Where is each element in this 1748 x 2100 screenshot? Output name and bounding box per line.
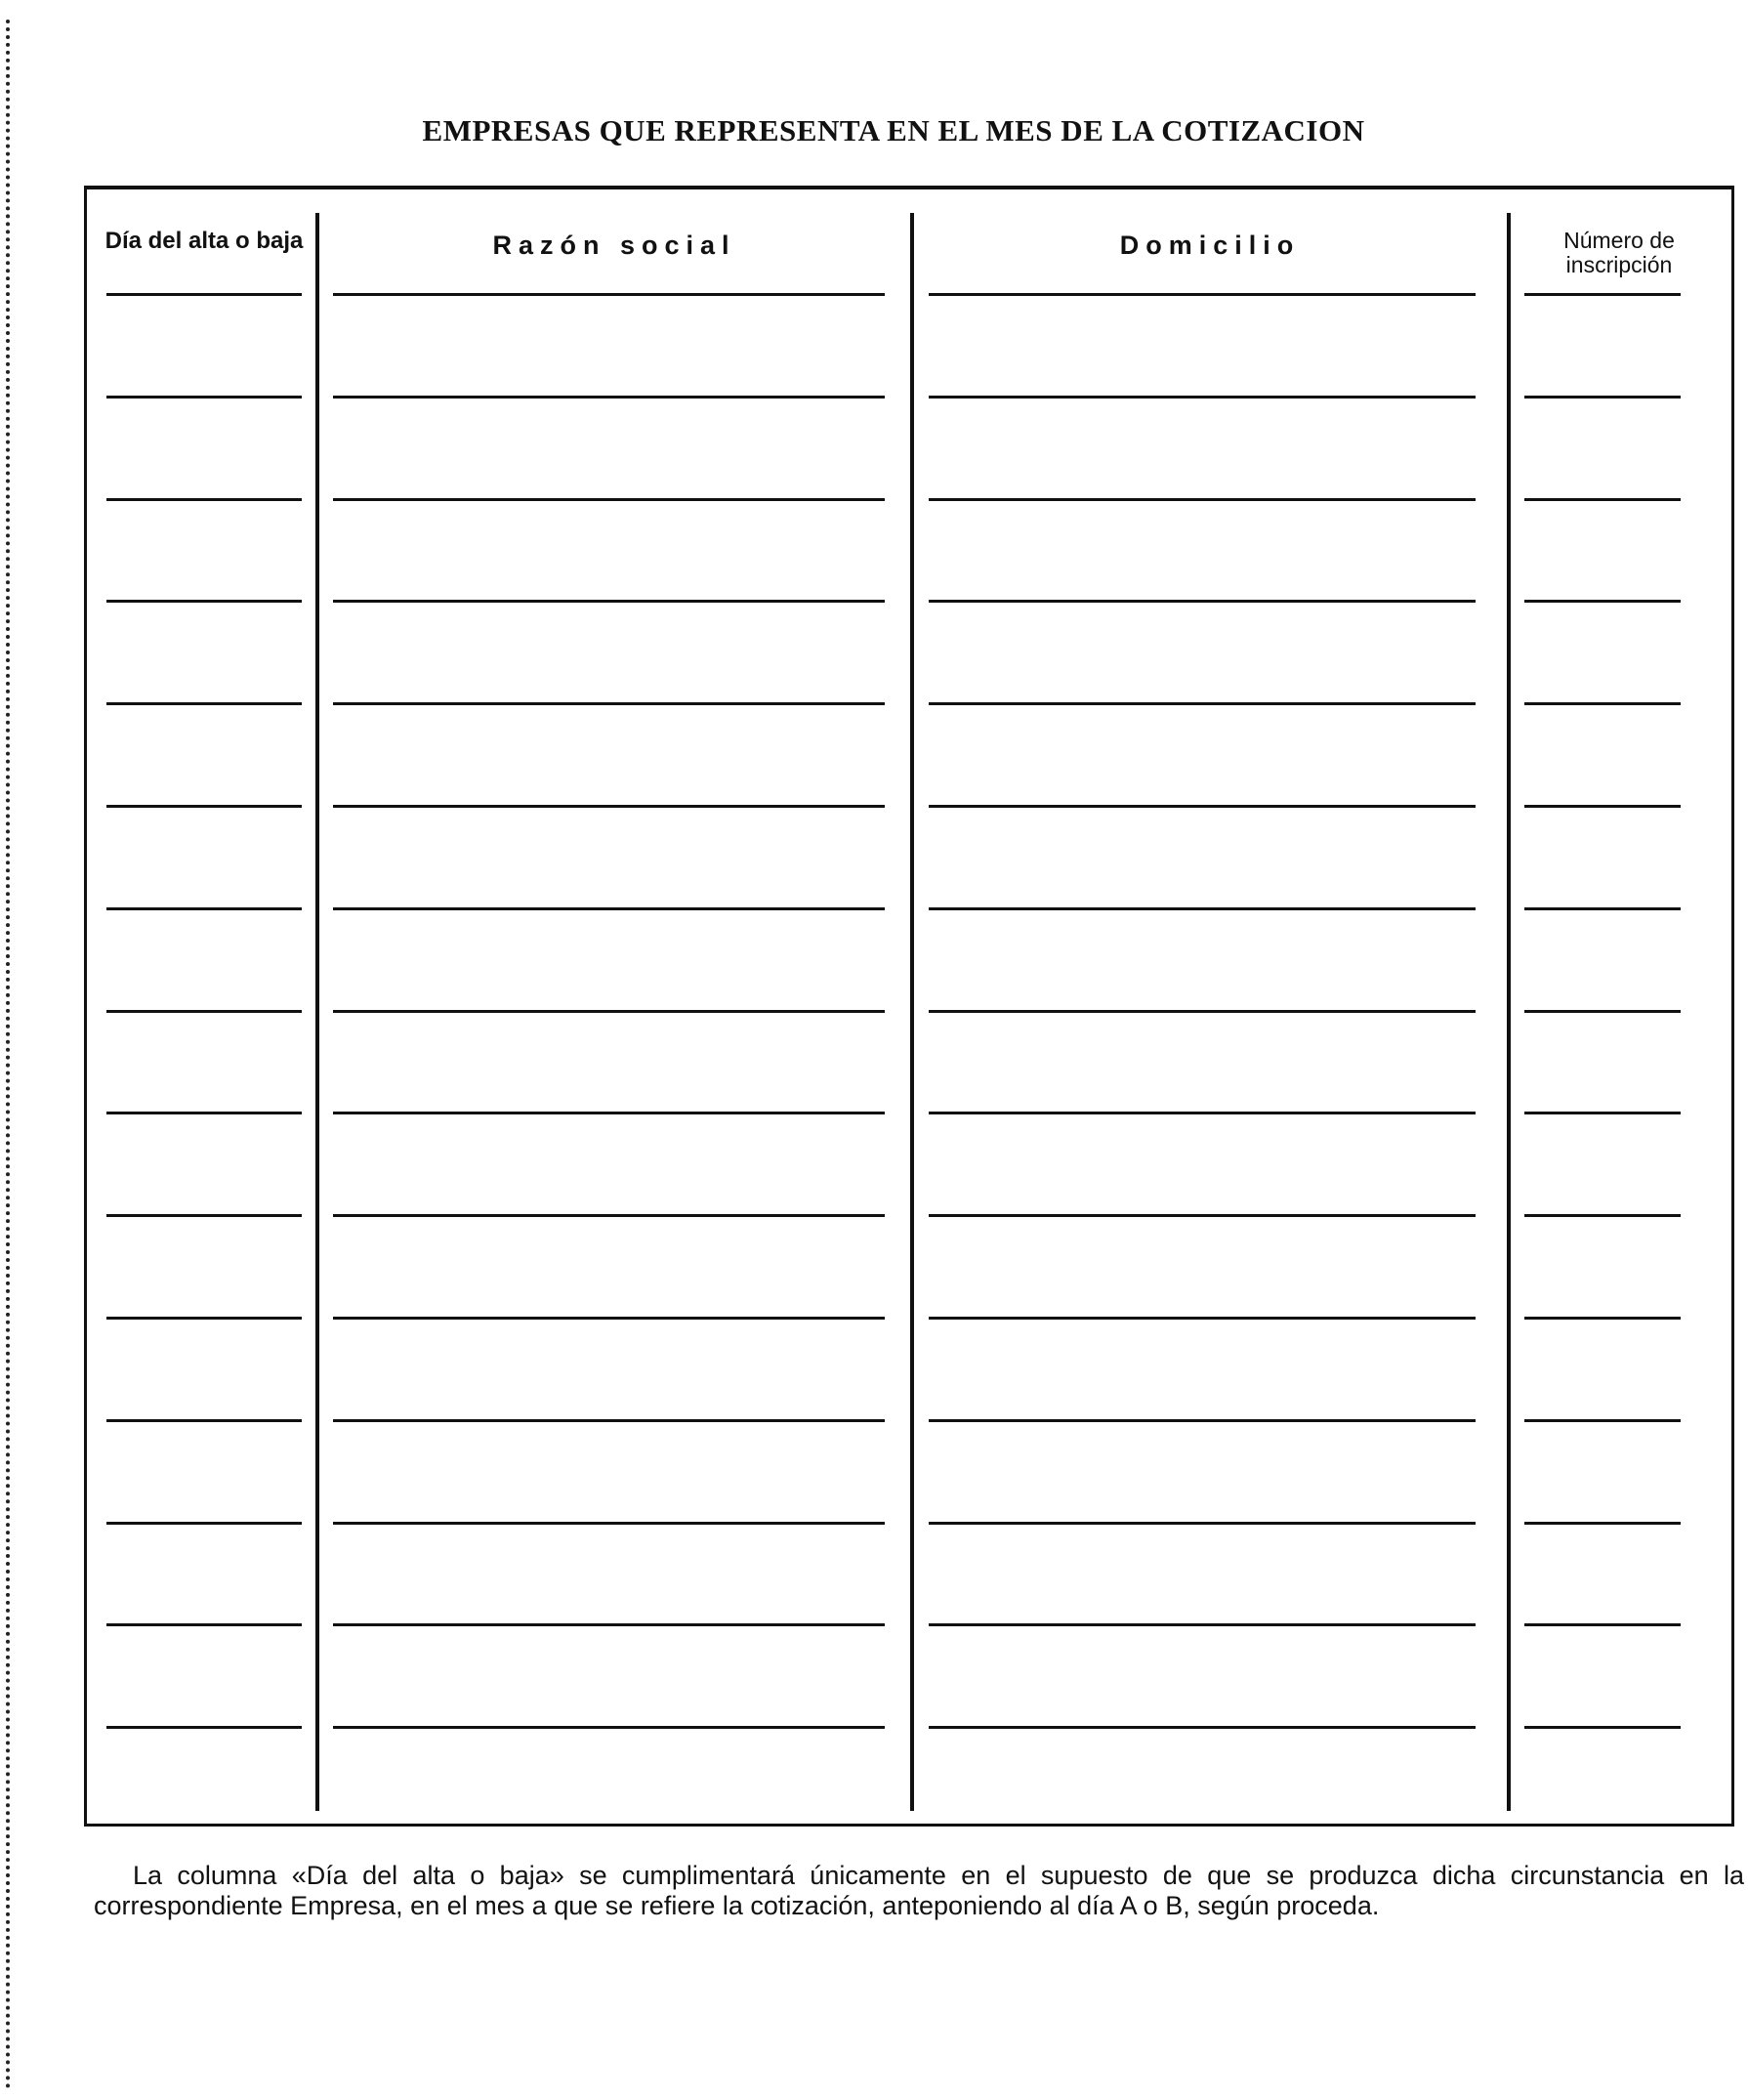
column-header-numero-inscripcion: Número de inscripción bbox=[1563, 228, 1675, 277]
blank-entry-line bbox=[929, 1010, 1476, 1013]
blank-entry-line bbox=[1524, 498, 1681, 501]
page-title: EMPRESAS QUE REPRESENTA EN EL MES DE LA COTIZACION bbox=[422, 113, 1365, 147]
blank-entry-line bbox=[333, 907, 885, 910]
blank-entry-line bbox=[929, 293, 1476, 296]
blank-entry-line bbox=[333, 600, 885, 603]
blank-entry-line bbox=[106, 1214, 302, 1217]
column-divider-1 bbox=[315, 213, 319, 1811]
page-edge-rule bbox=[6, 20, 10, 2090]
blank-entry-line bbox=[1524, 702, 1681, 705]
blank-entry-line bbox=[333, 1112, 885, 1114]
blank-entry-line bbox=[1524, 1623, 1681, 1626]
blank-entry-line bbox=[333, 702, 885, 705]
column-divider-2 bbox=[910, 213, 914, 1811]
blank-entry-line bbox=[106, 396, 302, 399]
blank-entry-line bbox=[1524, 1419, 1681, 1422]
blank-entry-line bbox=[333, 1623, 885, 1626]
blank-entry-line bbox=[1524, 1010, 1681, 1013]
blank-entry-line bbox=[1524, 1522, 1681, 1525]
blank-entry-line bbox=[106, 907, 302, 910]
blank-entry-line bbox=[333, 805, 885, 808]
blank-entry-line bbox=[333, 293, 885, 296]
blank-entry-line bbox=[106, 702, 302, 705]
blank-entry-line bbox=[333, 1214, 885, 1217]
blank-entry-line bbox=[106, 1419, 302, 1422]
blank-entry-line bbox=[106, 600, 302, 603]
blank-entry-line bbox=[1524, 293, 1681, 296]
blank-entry-line bbox=[333, 1419, 885, 1422]
blank-entry-line bbox=[929, 1623, 1476, 1626]
column-header-razon-social: Razón social bbox=[492, 231, 736, 260]
blank-entry-line bbox=[106, 1726, 302, 1729]
column-header-domicilio: Domicilio bbox=[1119, 231, 1301, 260]
blank-entry-line bbox=[106, 1317, 302, 1320]
blank-entry-line bbox=[1524, 396, 1681, 399]
blank-entry-line bbox=[929, 1419, 1476, 1422]
blank-entry-line bbox=[333, 1317, 885, 1320]
blank-entry-line bbox=[1524, 907, 1681, 910]
blank-entry-line bbox=[929, 805, 1476, 808]
blank-entry-line bbox=[1524, 1726, 1681, 1729]
column-divider-3 bbox=[1507, 213, 1511, 1811]
blank-entry-line bbox=[929, 1112, 1476, 1114]
blank-entry-line bbox=[106, 1010, 302, 1013]
blank-entry-line bbox=[1524, 1317, 1681, 1320]
column-header-dia-alta-baja: Día del alta o baja bbox=[104, 228, 304, 254]
blank-entry-line bbox=[333, 1726, 885, 1729]
blank-entry-line bbox=[929, 1726, 1476, 1729]
blank-entry-line bbox=[929, 1522, 1476, 1525]
blank-entry-line bbox=[106, 805, 302, 808]
blank-entry-line bbox=[106, 1623, 302, 1626]
blank-entry-line bbox=[1524, 1214, 1681, 1217]
blank-entry-line bbox=[106, 1522, 302, 1525]
blank-entry-line bbox=[106, 498, 302, 501]
blank-entry-line bbox=[929, 907, 1476, 910]
blank-entry-line bbox=[1524, 1112, 1681, 1114]
blank-entry-line bbox=[333, 1522, 885, 1525]
blank-entry-line bbox=[929, 702, 1476, 705]
blank-entry-line bbox=[1524, 600, 1681, 603]
blank-entry-line bbox=[106, 1112, 302, 1114]
blank-entry-line bbox=[929, 1317, 1476, 1320]
blank-entry-line bbox=[333, 498, 885, 501]
footnote-instructions: La columna «Día del alta o baja» se cumplimentará únicamente en el supuesto de que se produzca dicha circunstancia en la correspondiente Empresa, en el mes a que se refiere la cotización, anteponiendo al día A o B, según proceda. bbox=[94, 1861, 1744, 1920]
blank-entry-line bbox=[929, 498, 1476, 501]
blank-entry-line bbox=[333, 1010, 885, 1013]
blank-entry-line bbox=[333, 396, 885, 399]
companies-table bbox=[84, 186, 1734, 1827]
blank-entry-line bbox=[929, 1214, 1476, 1217]
blank-entry-line bbox=[1524, 805, 1681, 808]
blank-entry-line bbox=[929, 600, 1476, 603]
blank-entry-line bbox=[106, 293, 302, 296]
blank-entry-line bbox=[929, 396, 1476, 399]
